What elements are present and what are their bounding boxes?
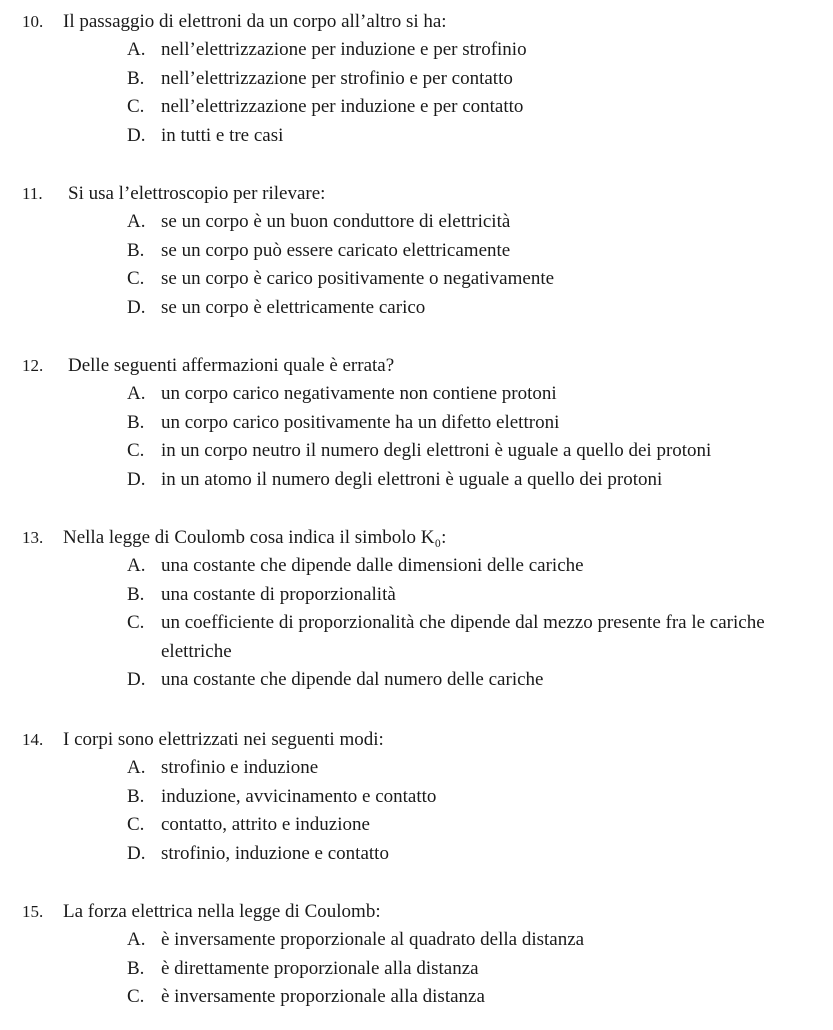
option-d [0, 666, 833, 695]
question-header [0, 524, 833, 552]
option-text: una costante di proporzionalità [161, 583, 396, 605]
question-text: Il passaggio di elettroni da un corpo all’altro si ha: [63, 11, 447, 32]
option-a [0, 926, 833, 955]
option-c [0, 983, 833, 1012]
question-number: 15. [22, 902, 44, 921]
option-text: nell’elettrizzazione per strofinio e per contatto [161, 67, 513, 89]
question-text: Delle seguenti affermazioni quale è errata? [68, 355, 395, 376]
option-text: in un corpo neutro il numero degli elettroni è uguale a quello dei protoni [161, 440, 712, 461]
option-letter: B. [127, 957, 145, 979]
question-10 [0, 8, 833, 150]
option-text: una costante che dipende dal numero delle cariche [161, 669, 544, 690]
option-text: strofinio e induzione [161, 757, 319, 778]
question-text: Si usa l’elettroscopio per rilevare: [68, 183, 326, 204]
option-text: un corpo carico negativamente non contiene protoni [161, 383, 557, 404]
option-a [0, 380, 833, 409]
option-b [0, 581, 833, 610]
option-text: in un atomo il numero degli elettroni è uguale a quello dei protoni [161, 468, 663, 490]
option-c [0, 93, 833, 122]
question-11 [0, 180, 833, 322]
option-letter: A. [127, 211, 146, 232]
option-letter: A. [127, 39, 146, 60]
option-text: strofinio, induzione e contatto [161, 842, 389, 864]
option-text: induzione, avvicinamento e contatto [161, 785, 437, 807]
option-d [0, 840, 833, 869]
option-c [0, 811, 833, 840]
option-letter: B. [127, 583, 145, 605]
option-text: nell’elettrizzazione per induzione e per contatto [161, 96, 524, 117]
option-letter: D. [127, 842, 146, 864]
question-header [0, 8, 833, 36]
option-letter: B. [127, 785, 145, 807]
question-number: 12. [22, 356, 44, 375]
option-text: un corpo carico positivamente ha un difetto elettroni [161, 411, 560, 433]
option-a [0, 754, 833, 783]
option-c [0, 609, 833, 666]
option-letter: C. [127, 96, 145, 117]
option-d [0, 466, 833, 495]
question-13 [0, 524, 833, 695]
question-number: 11. [22, 184, 43, 203]
option-c [0, 265, 833, 294]
question-number: 10. [22, 12, 44, 31]
option-text: una costante che dipende dalle dimensioni delle cariche [161, 555, 584, 576]
question-text: I corpi sono elettrizzati nei seguenti modi: [63, 729, 384, 750]
option-text: se un corpo è elettricamente carico [161, 296, 426, 318]
option-letter: B. [127, 239, 145, 261]
option-letter: A. [127, 929, 146, 950]
option-letter: A. [127, 383, 146, 404]
option-b [0, 955, 833, 984]
option-text: è direttamente proporzionale alla distanza [161, 957, 479, 979]
question-text: Nella legge di Coulomb cosa indica il simbolo K₀: [63, 527, 447, 548]
option-text: se un corpo è carico positivamente o negativamente [161, 268, 555, 289]
option-letter: B. [127, 67, 145, 89]
question-header [0, 726, 833, 754]
question-15 [0, 898, 833, 1012]
option-letter: D. [127, 296, 146, 318]
option-a [0, 552, 833, 581]
question-header [0, 180, 833, 208]
option-b [0, 65, 833, 94]
option-c [0, 437, 833, 466]
option-letter: B. [127, 411, 145, 433]
option-text: in tutti e tre casi [161, 124, 284, 146]
option-text: se un corpo può essere caricato elettricamente [161, 239, 511, 261]
option-a [0, 36, 833, 65]
question-header [0, 352, 833, 380]
question-text: La forza elettrica nella legge di Coulomb: [63, 901, 381, 922]
option-b [0, 783, 833, 812]
option-letter: C. [127, 814, 145, 835]
option-d [0, 122, 833, 151]
question-14 [0, 726, 833, 868]
question-number: 14. [22, 730, 44, 749]
option-text: nell’elettrizzazione per induzione e per strofinio [161, 39, 527, 60]
option-b [0, 237, 833, 266]
option-d [0, 294, 833, 323]
option-text: contatto, attrito e induzione [161, 814, 370, 835]
option-letter: A. [127, 757, 146, 778]
option-letter: C. [127, 440, 145, 461]
option-letter: A. [127, 555, 146, 576]
option-letter: C. [127, 268, 145, 289]
option-text: è inversamente proporzionale alla distanza [161, 986, 485, 1007]
option-b [0, 409, 833, 438]
option-letter: D. [127, 124, 146, 146]
option-letter: C. [127, 612, 145, 633]
option-text: se un corpo è un buon conduttore di elettricità [161, 211, 511, 232]
question-header [0, 898, 833, 926]
question-12 [0, 352, 833, 494]
option-letter: D. [127, 468, 146, 490]
option-letter: D. [127, 669, 146, 690]
option-text: è inversamente proporzionale al quadrato della distanza [161, 929, 585, 950]
option-text: un coefficiente di proporzionalità che dipende dal mezzo presente fra le cariche elettriche [161, 612, 765, 662]
option-a [0, 208, 833, 237]
option-letter: C. [127, 986, 145, 1007]
question-number: 13. [22, 528, 44, 547]
